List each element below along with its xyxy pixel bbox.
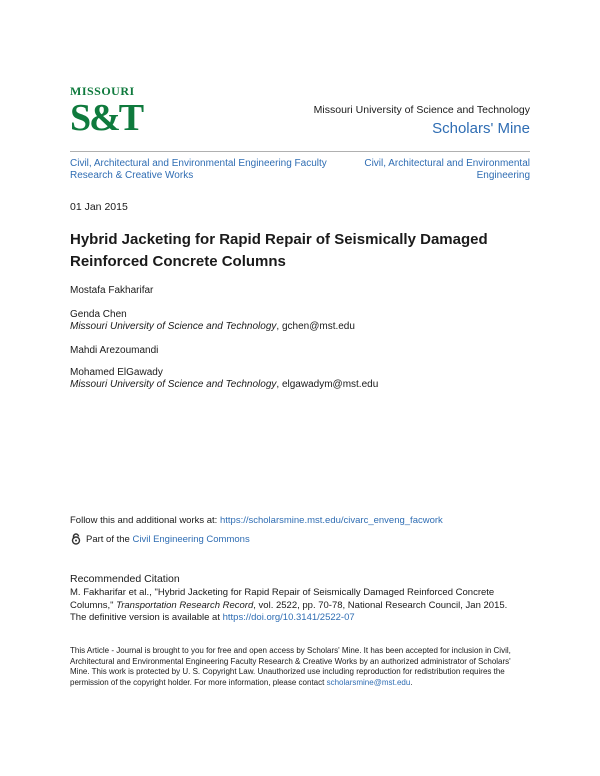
notice-end: . [410, 677, 413, 687]
follow-prefix: Follow this and additional works at: [70, 515, 220, 526]
university-name: Missouri University of Science and Technology [313, 104, 530, 116]
doi-link[interactable]: https://doi.org/10.3141/2522-07 [222, 612, 355, 623]
publication-date: 01 Jan 2015 [70, 201, 128, 213]
author-affiliation: Missouri University of Science and Technology [70, 321, 277, 332]
author-name: Mohamed ElGawady [70, 367, 163, 378]
part-of-line [70, 533, 250, 545]
access-notice [70, 646, 530, 688]
author-name: Mahdi Arezoumandi [70, 345, 159, 356]
article-title: Hybrid Jacketing for Rapid Repair of Seismically Damaged Reinforced Concrete Columns [70, 231, 488, 270]
author-email: , elgawadym@mst.edu [276, 379, 379, 390]
logo-missouri-text: MISSOURI [70, 84, 135, 98]
citation-before: M. Fakharifar et al., "Hybrid Jacketing for Rapid Repair of Seismically Damaged Reinforced Concrete Columns," [70, 587, 495, 611]
citation-journal: Transportation Research Record [116, 599, 254, 611]
missouri-st-logo [70, 84, 143, 140]
author-name: Genda Chen [70, 309, 127, 320]
collection-link-right[interactable]: Civil, Architectural and Environmental Engineering [364, 158, 530, 181]
header-divider [70, 151, 530, 152]
author-4 [70, 367, 378, 391]
civil-engineering-commons-link[interactable]: Civil Engineering Commons [132, 533, 250, 545]
author-name: Mostafa Fakharifar [70, 285, 154, 296]
citation-text [70, 587, 530, 625]
part-of-prefix: Part of the [86, 533, 133, 545]
doi-prefix: The definitive version is available at [70, 612, 223, 623]
author-email: , gchen@mst.edu [276, 321, 355, 332]
open-access-icon [70, 533, 82, 545]
collection-link-left[interactable]: Civil, Architectural and Environmental Engineering Faculty Research & Creative Works [70, 158, 327, 181]
author-2 [70, 309, 355, 333]
notice-text: This Article - Journal is brought to you for free and open access by Scholars' Mine. It has been accepted for inclusion in Civil, Architectural and Environmental Engineering Faculty Research & Creative Works by an authorized administrator of Scholars' Mine. This work is protected by U. S. Copyright Law. Unauthorized use including reproduction for redistribution requires the permission of the copyright holder. For more information, please contact [70, 646, 511, 687]
author-1 [70, 285, 153, 297]
scholars-mine-link[interactable]: Scholars' Mine [432, 120, 530, 137]
recommended-citation-heading: Recommended Citation [70, 573, 180, 585]
logo-st-text: S&T [70, 97, 143, 139]
author-affiliation: Missouri University of Science and Technology [70, 379, 277, 390]
follow-line [70, 515, 443, 526]
citation-after: , vol. 2522, pp. 70-78, National Research Council, Jan 2015. [253, 599, 508, 611]
author-3 [70, 345, 158, 357]
follow-link[interactable]: https://scholarsmine.mst.edu/civarc_enveng_facwork [219, 515, 443, 526]
contact-email-link[interactable]: scholarsmine@mst.edu [326, 677, 411, 687]
